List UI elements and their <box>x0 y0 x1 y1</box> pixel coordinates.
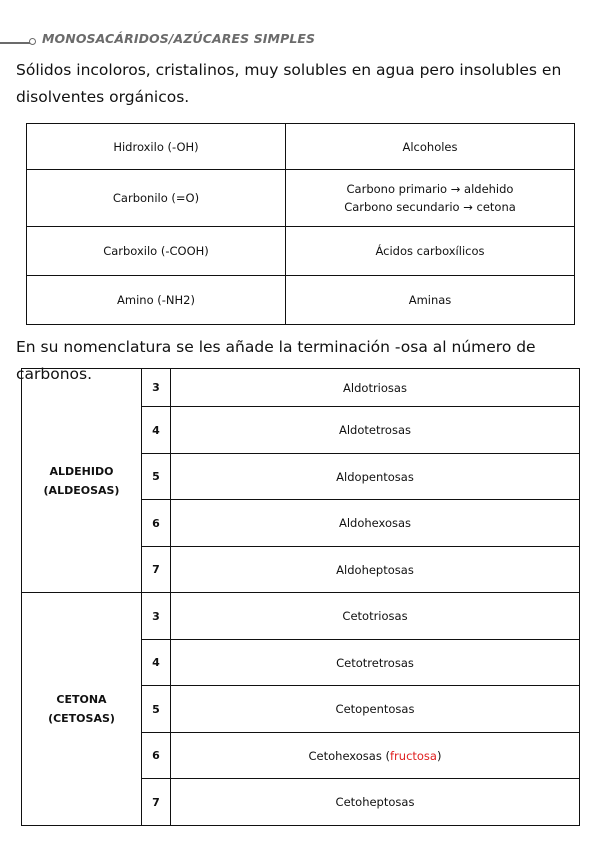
fructose-note: fructosa <box>390 748 437 763</box>
monosaccharides-table <box>21 368 580 826</box>
carbon-count-cell: 5 <box>142 454 171 500</box>
note-open: ( <box>381 748 390 763</box>
aldoses-label-cell <box>22 369 142 593</box>
carbon-count-cell: 7 <box>142 779 171 826</box>
carbon-count-cell: 4 <box>142 640 171 686</box>
group-cell: Hidroxilo (-OH) <box>27 124 286 170</box>
sugar-name-cell: Cetopentosas <box>171 686 580 733</box>
group-cell: Carbonilo (=O) <box>27 170 286 227</box>
group-cell: Amino (-NH2) <box>27 276 286 325</box>
compound-cell: Alcoholes <box>286 124 575 170</box>
ketoses-sublabel: (CETOSAS) <box>48 712 115 725</box>
carbon-count-cell: 4 <box>142 407 171 454</box>
carbon-count-cell: 6 <box>142 500 171 547</box>
ketoses-label: CETONA <box>56 693 107 706</box>
section-heading <box>0 29 600 51</box>
carbon-count-cell: 6 <box>142 733 171 779</box>
sugar-name-cell: Aldoheptosas <box>171 547 580 593</box>
carbon-count-cell: 3 <box>142 593 171 640</box>
sugar-name-cell: Cetotriosas <box>171 593 580 640</box>
table-row <box>22 369 580 407</box>
sugar-name-cell: Cetotretrosas <box>171 640 580 686</box>
sugar-name-cell <box>171 733 580 779</box>
compound-cell <box>286 170 575 227</box>
compound-line-2: Carbono secundario → cetona <box>344 200 516 214</box>
functional-groups-table <box>26 123 575 325</box>
note-close: ) <box>436 748 442 763</box>
sugar-name-cell: Cetoheptosas <box>171 779 580 826</box>
heading-line-decoration <box>0 42 30 44</box>
intro-line-1: Sólidos incoloros, cristalinos, muy solubles en agua pero insolubles en <box>16 61 562 79</box>
sugar-name-cell: Aldotetrosas <box>171 407 580 454</box>
table-row <box>22 593 580 640</box>
ketoses-label-cell <box>22 593 142 826</box>
sugar-name-cell: Aldopentosas <box>171 454 580 500</box>
intro-paragraph <box>16 57 576 111</box>
table-row <box>27 170 575 227</box>
table-row <box>27 227 575 276</box>
group-cell: Carboxilo (-COOH) <box>27 227 286 276</box>
table-row <box>27 124 575 170</box>
compound-line-1: Carbono primario → aldehido <box>346 182 514 196</box>
intro-line-2: disolventes orgánicos. <box>16 88 190 106</box>
aldoses-sublabel: (ALDEOSAS) <box>43 483 120 497</box>
compound-cell: Ácidos carboxílicos <box>286 227 575 276</box>
nomenclature-paragraph: En su nomenclatura se les añade la terminación -osa al número de carbonos. <box>16 338 536 383</box>
section-title: MONOSACÁRIDOS/AZÚCARES SIMPLES <box>42 31 316 46</box>
sugar-name: Cetohexosas <box>308 748 382 763</box>
sugar-name-cell: Aldotriosas <box>171 369 580 407</box>
sugar-name-cell: Aldohexosas <box>171 500 580 547</box>
aldoses-label: ALDEHIDO <box>49 464 114 478</box>
table-row <box>27 276 575 325</box>
carbon-count-cell: 3 <box>142 369 171 407</box>
carbon-count-cell: 5 <box>142 686 171 733</box>
carbon-count-cell: 7 <box>142 547 171 593</box>
heading-bullet-icon <box>29 38 36 45</box>
compound-cell: Aminas <box>286 276 575 325</box>
